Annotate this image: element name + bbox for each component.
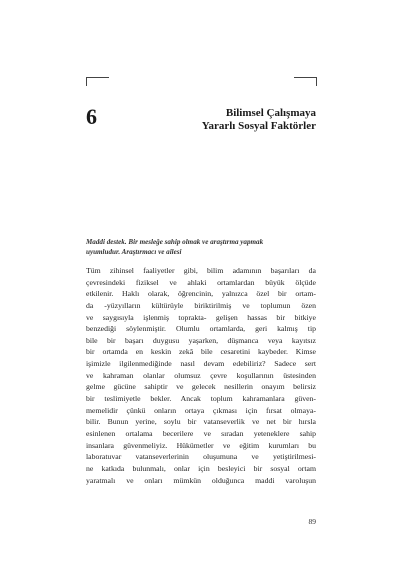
epigraph — [86, 237, 316, 257]
crop-mark-left — [86, 77, 109, 86]
body-line: benzediği söylenmiştir. Olumlu ortamlarda, geri kalmış tip — [86, 324, 316, 334]
body-line: ve kahraman olanlar olumsuz çevre koşullarının üstesinden — [86, 370, 316, 380]
body-line: yaratmalı ve onları mümkün olduğunca maddi varoluşun — [86, 475, 316, 485]
chapter-title-line: Bilimsel Çalışmaya — [225, 107, 316, 119]
body-paragraph — [86, 265, 316, 486]
body-line: Tüm zihinsel faaliyetler gibi, bilim adamının başarıları da — [86, 266, 316, 275]
body-line: ve saygısıyla işlenmiş toprakta- gelişen hassas bir bitkiye — [86, 312, 316, 322]
body-line: insanlara güvenmeliyiz. Hükümetler ve eğitim kurumları bu — [86, 440, 316, 450]
crop-mark-right — [294, 77, 317, 86]
body-line: esinlenen ortalama becerilere ve sıradan yeteneklere sahip — [86, 428, 316, 438]
body-line: gelme gücüne sahiptir ve gelecek nesillerin onayım belirsiz — [86, 382, 316, 392]
body-line: bile bir başarı duygusu yaşarken, düşmanca veya kayıtsız — [86, 335, 316, 345]
chapter-number: 6 — [86, 104, 97, 129]
chapter-title-line: Yararlı Sosyal Faktörler — [201, 120, 316, 132]
epigraph-line: uyumludur. Araştırmacı ve ailesi — [86, 248, 182, 256]
body-line: da -yüzyılların kültürüyle biriktirilmiş ve toplumun özen — [86, 300, 316, 310]
chapter-title — [160, 107, 316, 133]
body-line: çevresindeki fiziksel ve ahlaki ortamlardan büyük ölçüde — [86, 277, 316, 287]
body-line: bir teslimiyetle bekler. Ancak toplum kahramanlara güven- — [86, 394, 316, 404]
page-number: 89 — [308, 517, 316, 526]
body-line: etkilenir. Haklı olarak, öğrencinin, yalnızca özel bir ortam- — [86, 289, 316, 299]
body-line: memelidir çünkü onların ortaya çıkması için fırsat olmaya- — [86, 405, 316, 415]
body-line: bir ortamda en keskin zekâ bile cesaretini kaybeder. Kimse — [86, 347, 316, 357]
body-line: laboratuvar vatanseverlerinin oluşumuna ve yetiştirilmesi- — [86, 452, 316, 462]
body-line: işimizle ilgilenmediğinde nasıl devam edebiliriz? Sadece sert — [86, 359, 316, 369]
body-line: bilir. Bunun yerine, soylu bir vatanseverlik ve net bir hırsla — [86, 417, 316, 427]
body-line: ne katkıda bulunmalı, onlar için besleyici bir sosyal ortam — [86, 463, 316, 473]
epigraph-line: Maddi destek. Bir mesleğe sahip olmak ve araştırma yapmak — [86, 238, 264, 246]
